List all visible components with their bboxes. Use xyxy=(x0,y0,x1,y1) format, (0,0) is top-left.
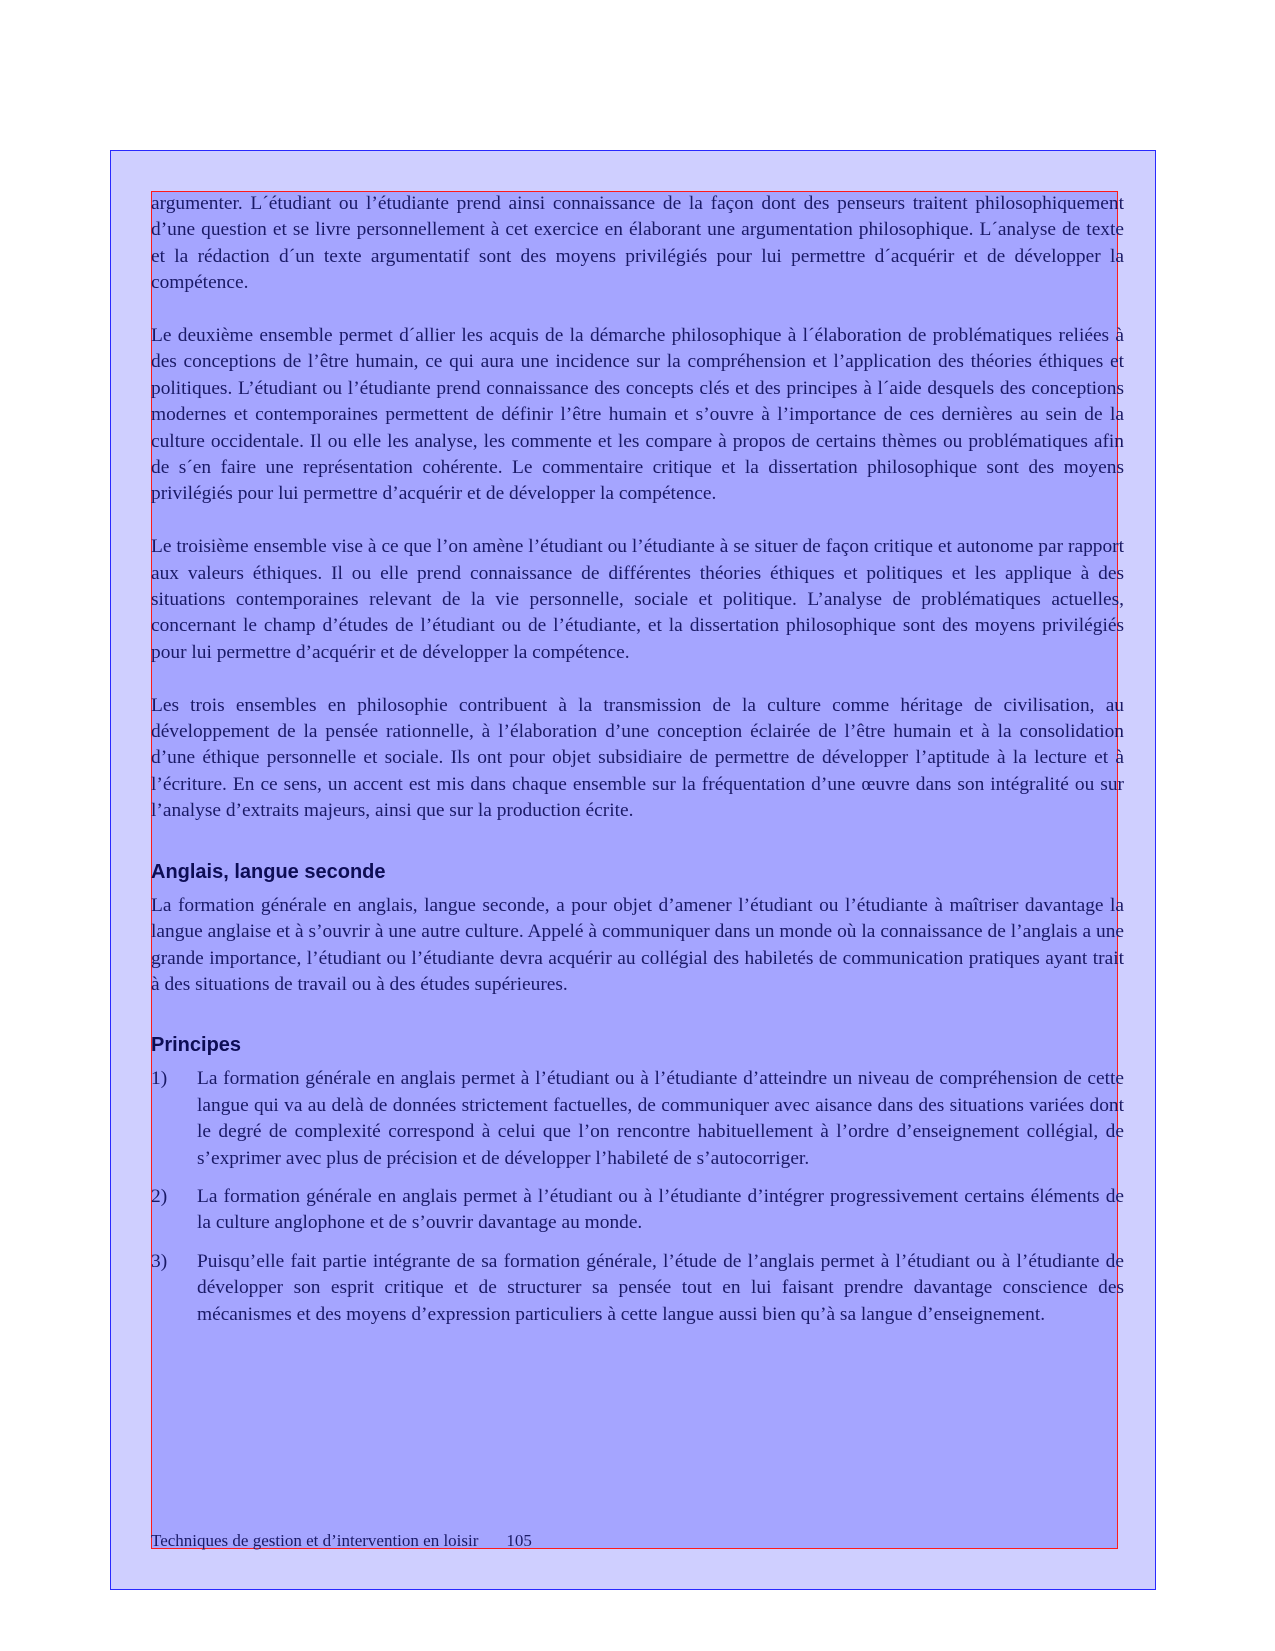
paragraph-philo-1: argumenter. L´étudiant ou l’étudiante prend ainsi connaissance de la façon dont des penseurs traitent philosophiquement d’une question et se livre personnellement à cet exercice en élaborant une argumentation philosophique. L´analyse de texte et la rédaction d´un texte argumentatif sont des moyens privilégiés pour lui permettre d´acquérir et de développer la compétence. xyxy=(151,193,1124,294)
paragraph-philo-4: Les trois ensembles en philosophie contribuent à la transmission de la culture comme héritage de civilisation, au développement de la pensée rationnelle, à l’élaboration d’une conception éclairée de l’être humain et à la consolidation d’une éthique personnelle et sociale. Ils ont pour objet subsidiaire de permettre de développer l’aptitude à la lecture et à l’écriture. En ce sens, un accent est mis dans chaque ensemble sur la fréquentation d’une œuvre dans son intégralité ou sur l’analyse d’extraits majeurs, ainsi que sur la production écrite. xyxy=(151,694,1124,822)
principle-item xyxy=(151,1066,1124,1172)
principle-number: 3) xyxy=(151,1250,168,1272)
document-body xyxy=(151,191,1124,1328)
paragraph-anglais: La formation générale en anglais, langue seconde, a pour objet d’amener l’étudiant ou l’étudiante à maîtriser davantage la langue anglaise et à s’ouvrir à une autre culture. Appelé à communiquer dans un monde où la connaissance de l’anglais a une grande importance, l’étudiant ou l’étudiante devra acquérir au collégial des habiletés de communication pratiques ayant trait à des situations de travail ou à des études supérieures. xyxy=(151,894,1124,995)
principle-item xyxy=(151,1184,1124,1237)
page-number: 105 xyxy=(506,1531,532,1550)
principle-number: 1) xyxy=(151,1068,168,1090)
principle-text: La formation générale en anglais permet à l’étudiant ou à l’étudiante d’atteindre un niveau de compréhension de cette langue qui va au delà de données strictement factuelles, de communiquer avec aisance dans des situations variées dont le degré de complexité correspond à celui que l’on rencontre habituellement à l’ordre d’enseignement collégial, de s’exprimer avec plus de précision et de développer l’habileté de s’autocorriger. xyxy=(197,1068,1124,1169)
page-footer xyxy=(151,1530,532,1552)
principle-number: 2) xyxy=(151,1185,168,1207)
heading-anglais: Anglais, langue seconde xyxy=(151,860,386,883)
principle-text: La formation générale en anglais permet à l’étudiant ou à l’étudiante d’intégrer progressivement certains éléments de la culture anglophone et de s’ouvrir davantage au monde. xyxy=(197,1185,1124,1234)
heading-principes: Principes xyxy=(151,1034,242,1057)
principle-item xyxy=(151,1249,1124,1328)
paragraph-philo-3: Le troisième ensemble vise à ce que l’on amène l’étudiant ou l’étudiante à se situer de façon critique et autonome par rapport aux valeurs éthiques. Il ou elle prend connaissance de différentes théories éthiques et politiques et les applique à des situations contemporaines relevant de la vie personnelle, sociale et politique. L’analyse de problématiques actuelles, concernant le champ d’études de l’étudiant ou de l’étudiante, et la dissertation philosophique sont des moyens privilégiés pour lui permettre d’acquérir et de développer la compétence. xyxy=(151,536,1124,663)
footer-title: Techniques de gestion et d’intervention en loisir xyxy=(151,1531,479,1550)
paragraph-philo-2: Le deuxième ensemble permet d´allier les acquis de la démarche philosophique à l´élaboration de problématiques reliées à des conceptions de l’être humain, ce qui aura une incidence sur la compréhension et l’application des théories éthiques et politiques. L’étudiant ou l’étudiante prend connaissance des concepts clés et des principes à l´aide desquels des conceptions modernes et contemporaines permettent de définir l’être humain et s’ouvre à l’importance de ces dernières au sein de la culture occidentale. Il ou elle les analyse, les commente et les compare à propos de certains thèmes ou problématiques afin de s´en faire une représentation cohérente. Le commentaire critique et la dissertation philosophique sont des moyens privilégiés pour lui permettre d’acquérir et de développer la compétence. xyxy=(151,325,1124,505)
principle-text: Puisqu’elle fait partie intégrante de sa formation générale, l’étude de l’anglais permet à l’étudiant ou à l’étudiante de développer son esprit critique et de structurer sa pensée tout en lui faisant prendre davantage conscience des mécanismes et des moyens d’expression particuliers à cette langue aussi bien qu’à sa langue d’enseignement. xyxy=(197,1250,1124,1325)
